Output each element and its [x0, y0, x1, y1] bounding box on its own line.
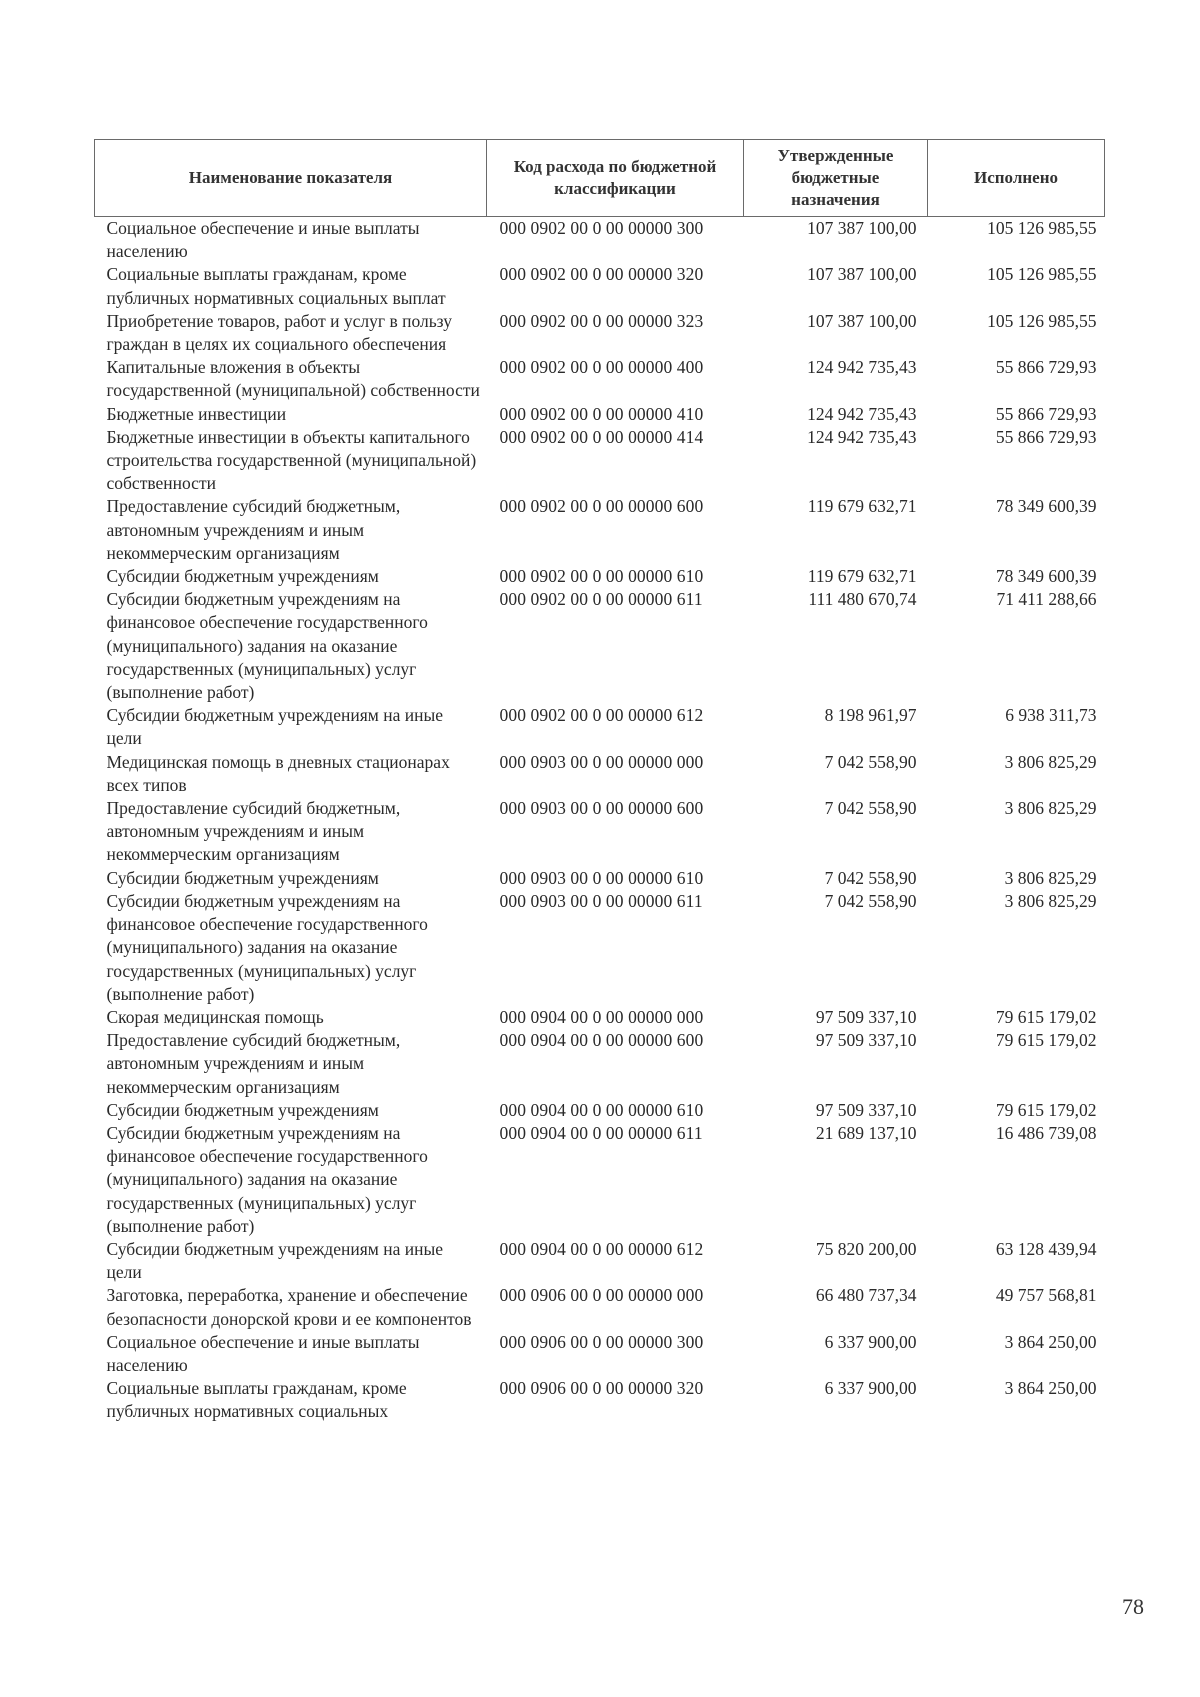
header-code: Код расхода по бюджетной классификации: [487, 140, 744, 217]
row-executed: 3 864 250,00: [1004, 1331, 1097, 1352]
row-name: Субсидии бюджетным учреждениям на иные цели: [106, 1238, 443, 1283]
row-approved: 7 042 558,90: [824, 867, 917, 888]
row-approved: 21 689 137,10: [815, 1122, 917, 1143]
row-executed: 55 866 729,93: [995, 426, 1097, 447]
row-name: Капитальные вложения в объекты государственной (муниципальной) собственности: [106, 357, 480, 401]
row-approved: 97 509 337,10: [815, 1006, 917, 1027]
row-name: Субсидии бюджетным учреждениям: [106, 1099, 379, 1120]
row-approved: 124 942 735,43: [807, 426, 917, 447]
row-code: 000 0902 00 0 00 00000 611: [499, 589, 703, 610]
header-executed: Исполнено: [928, 140, 1105, 217]
row-code: 000 0902 00 0 00 00000 600: [499, 496, 704, 517]
row-name: Приобретение товаров, работ и услуг в пользу граждан в целях их социального обеспечения: [106, 310, 452, 355]
table-body: [95, 217, 1105, 1424]
row-name: Предоставление субсидий бюджетным, автономным учреждениям и иным некоммерческим организациям: [106, 1030, 401, 1097]
table-row: [95, 588, 1105, 704]
row-approved: 107 387 100,00: [807, 218, 917, 238]
row-executed: 3 864 250,00: [1004, 1378, 1097, 1399]
row-executed: 78 349 600,39: [995, 496, 1097, 517]
table-row: [95, 403, 1105, 426]
row-approved: 7 042 558,90: [824, 751, 917, 772]
table-row: [95, 1099, 1105, 1122]
row-code: 000 0904 00 0 00 00000 610: [499, 1099, 704, 1120]
table-row: [95, 890, 1105, 1006]
row-executed: 55 866 729,93: [995, 357, 1097, 378]
table-row: [95, 704, 1105, 750]
row-approved: 124 942 735,43: [807, 403, 917, 424]
row-name: Социальные выплаты гражданам, кроме публичных нормативных социальных выплат: [106, 264, 446, 308]
row-code: 000 0902 00 0 00 00000 414: [499, 426, 704, 447]
row-name: Предоставление субсидий бюджетным, автономным учреждениям и иным некоммерческим организациям: [106, 496, 401, 563]
row-approved: 7 042 558,90: [824, 890, 917, 911]
row-approved: 66 480 737,34: [815, 1285, 917, 1306]
row-name: Бюджетные инвестиции: [106, 403, 287, 424]
row-code: 000 0903 00 0 00 00000 611: [499, 890, 703, 911]
row-code: 000 0902 00 0 00 00000 400: [499, 357, 704, 378]
row-name: Субсидии бюджетным учреждениям: [106, 867, 379, 888]
row-name: Субсидии бюджетным учреждениям: [106, 566, 379, 587]
row-approved: 6 337 900,00: [824, 1331, 917, 1352]
table-row: [95, 217, 1105, 264]
row-code: 000 0903 00 0 00 00000 000: [499, 751, 704, 772]
row-approved: 7 042 558,90: [824, 798, 917, 819]
table-row: [95, 1377, 1105, 1423]
row-executed: 16 486 739,08: [995, 1122, 1097, 1143]
row-executed: 79 615 179,02: [995, 1030, 1097, 1051]
row-executed: 78 349 600,39: [995, 566, 1097, 587]
row-code: 000 0906 00 0 00 00000 320: [499, 1378, 704, 1399]
row-approved: 8 198 961,97: [824, 705, 917, 726]
row-executed: 105 126 985,55: [987, 218, 1097, 238]
table-row: [95, 751, 1105, 797]
row-approved: 124 942 735,43: [807, 357, 917, 378]
table-row: [95, 867, 1105, 890]
row-name: Субсидии бюджетным учреждениям на финансовое обеспечение государственного (муниципального) задания на оказание государственных (муниципальных) услуг (выполнение работ): [106, 589, 428, 703]
table-row: [95, 565, 1105, 588]
row-name: Субсидии бюджетным учреждениям на финансовое обеспечение государственного (муниципального) задания на оказание государственных (муниципальных) услуг (выполнение работ): [106, 1122, 428, 1236]
row-approved: 119 679 632,71: [807, 496, 917, 517]
header-approved: Утвержденные бюджетные назначения: [744, 140, 928, 217]
table-row: [95, 310, 1105, 356]
row-name: Бюджетные инвестиции в объекты капитального строительства государственной (муниципальной) собственности: [106, 426, 477, 494]
row-name: Социальное обеспечение и иные выплаты населению: [106, 218, 420, 262]
budget-expenditure-table: [94, 139, 1105, 1424]
row-code: 000 0902 00 0 00 00000 612: [499, 705, 704, 726]
row-name: Медицинская помощь в дневных стационарах всех типов: [106, 751, 450, 795]
row-approved: 107 387 100,00: [807, 310, 917, 331]
row-code: 000 0904 00 0 00 00000 600: [499, 1030, 704, 1051]
page-number: 78: [1122, 1594, 1144, 1619]
table-row: [95, 797, 1105, 867]
row-code: 000 0906 00 0 00 00000 300: [499, 1331, 704, 1352]
row-name: Скорая медицинская помощь: [106, 1006, 324, 1027]
row-code: 000 0904 00 0 00 00000 611: [499, 1122, 703, 1143]
row-executed: 79 615 179,02: [995, 1006, 1097, 1027]
row-name: Социальные выплаты гражданам, кроме публичных нормативных социальных: [106, 1378, 407, 1422]
row-code: 000 0902 00 0 00 00000 610: [499, 566, 704, 587]
table-row: [95, 1331, 1105, 1377]
row-approved: 111 480 670,74: [808, 589, 917, 610]
row-executed: 55 866 729,93: [995, 403, 1097, 424]
row-executed: 3 806 825,29: [1004, 798, 1097, 819]
table-row: [95, 1006, 1105, 1029]
row-name: Субсидии бюджетным учреждениям на финансовое обеспечение государственного (муниципального) задания на оказание государственных (муниципальных) услуг (выполнение работ): [106, 890, 428, 1004]
row-executed: 63 128 439,94: [995, 1238, 1097, 1259]
table-row: [95, 1029, 1105, 1099]
row-code: 000 0904 00 0 00 00000 000: [499, 1006, 704, 1027]
row-executed: 3 806 825,29: [1004, 867, 1097, 888]
row-name: Субсидии бюджетным учреждениям на иные цели: [106, 705, 443, 749]
table-row: [95, 1284, 1105, 1330]
table-header: [95, 140, 1105, 217]
row-code: 000 0902 00 0 00 00000 410: [499, 403, 704, 424]
row-approved: 107 387 100,00: [807, 264, 917, 285]
row-code: 000 0902 00 0 00 00000 320: [499, 264, 704, 285]
row-executed: 105 126 985,55: [987, 310, 1097, 331]
row-code: 000 0902 00 0 00 00000 300: [499, 218, 704, 238]
row-code: 000 0904 00 0 00 00000 612: [499, 1238, 704, 1259]
table-row: [95, 263, 1105, 309]
row-code: 000 0903 00 0 00 00000 600: [499, 798, 704, 819]
row-executed: 3 806 825,29: [1004, 751, 1097, 772]
table-row: [95, 356, 1105, 402]
row-approved: 97 509 337,10: [815, 1030, 917, 1051]
row-approved: 75 820 200,00: [815, 1238, 917, 1259]
row-executed: 105 126 985,55: [987, 264, 1097, 285]
row-approved: 119 679 632,71: [807, 566, 917, 587]
row-executed: 3 806 825,29: [1004, 890, 1097, 911]
table-row: [95, 1122, 1105, 1238]
row-code: 000 0903 00 0 00 00000 610: [499, 867, 704, 888]
table-row: [95, 1238, 1105, 1284]
row-code: 000 0906 00 0 00 00000 000: [499, 1285, 704, 1306]
row-name: Социальное обеспечение и иные выплаты населению: [106, 1331, 420, 1375]
row-name: Заготовка, переработка, хранение и обеспечение безопасности донорской крови и ее компонентов: [106, 1285, 472, 1329]
row-name: Предоставление субсидий бюджетным, автономным учреждениям и иным некоммерческим организациям: [106, 798, 401, 865]
table-row: [95, 426, 1105, 496]
row-executed: 6 938 311,73: [1005, 705, 1097, 726]
row-approved: 6 337 900,00: [824, 1378, 917, 1399]
table-row: [95, 495, 1105, 565]
header-name: Наименование показателя: [95, 140, 487, 217]
row-executed: 79 615 179,02: [995, 1099, 1097, 1120]
row-approved: 97 509 337,10: [815, 1099, 917, 1120]
row-code: 000 0902 00 0 00 00000 323: [499, 310, 704, 331]
row-executed: 71 411 288,66: [996, 589, 1097, 610]
row-executed: 49 757 568,81: [995, 1285, 1097, 1306]
